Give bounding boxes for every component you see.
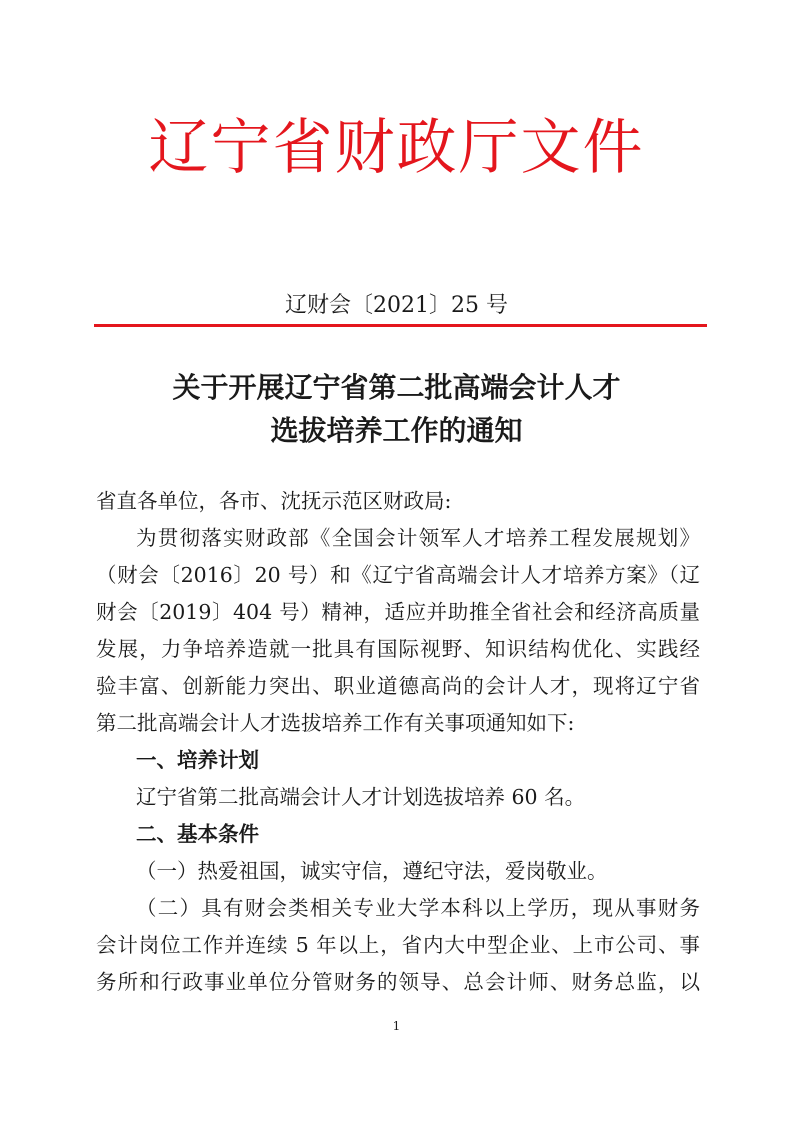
notice-title: [0, 366, 793, 452]
intro-line: （财会〔2016〕20 号）和《辽宁省高端会计人才培养方案》（辽: [96, 563, 700, 587]
intro-line: 发展，力争培养造就一批具有国际视野、知识结构优化、实践经: [96, 637, 700, 661]
intro-line: 验丰富、创新能力突出、职业道德高尚的会计人才，现将辽宁省: [96, 674, 700, 698]
condition-item-2-line: 务所和行政事业单位分管财务的领导、总会计师、财务总监，以: [96, 970, 700, 994]
condition-item-2-line: 会计岗位工作并连续 5 年以上，省内大中型企业、上市公司、事: [96, 933, 700, 957]
intro-line: 为贯彻落实财政部《全国会计领军人才培养工程发展规划》: [136, 526, 700, 550]
section-heading-training-plan: 一、培养计划: [136, 748, 259, 772]
addressee-line: 省直各单位，各市、沈抚示范区财政局:: [96, 489, 452, 513]
page-number: 1: [392, 1019, 401, 1033]
training-plan-text: 辽宁省第二批高端会计人才计划选拔培养 60 名。: [136, 785, 586, 809]
condition-item-2-line: （二）具有财会类相关专业大学本科以上学历，现从事财务: [136, 896, 700, 920]
condition-item-1: （一）热爱祖国，诚实守信，遵纪守法，爱岗敬业。: [136, 859, 608, 883]
notice-title-line-2: 选拔培养工作的通知: [270, 414, 523, 447]
intro-line: 第二批高端会计人才选拔培养工作有关事项通知如下:: [96, 711, 575, 735]
document-number: 辽财会〔2021〕25 号: [285, 293, 508, 318]
intro-line: 财会〔2019〕404 号）精神，适应并助推全省社会和经济高质量: [96, 600, 700, 624]
section-heading-basic-conditions: 二、基本条件: [136, 822, 259, 846]
notice-title-line-1: 关于开展辽宁省第二批高端会计人才: [172, 371, 621, 404]
masthead-title: 辽宁省财政厅文件: [148, 113, 645, 183]
red-divider-rule: [94, 324, 707, 327]
